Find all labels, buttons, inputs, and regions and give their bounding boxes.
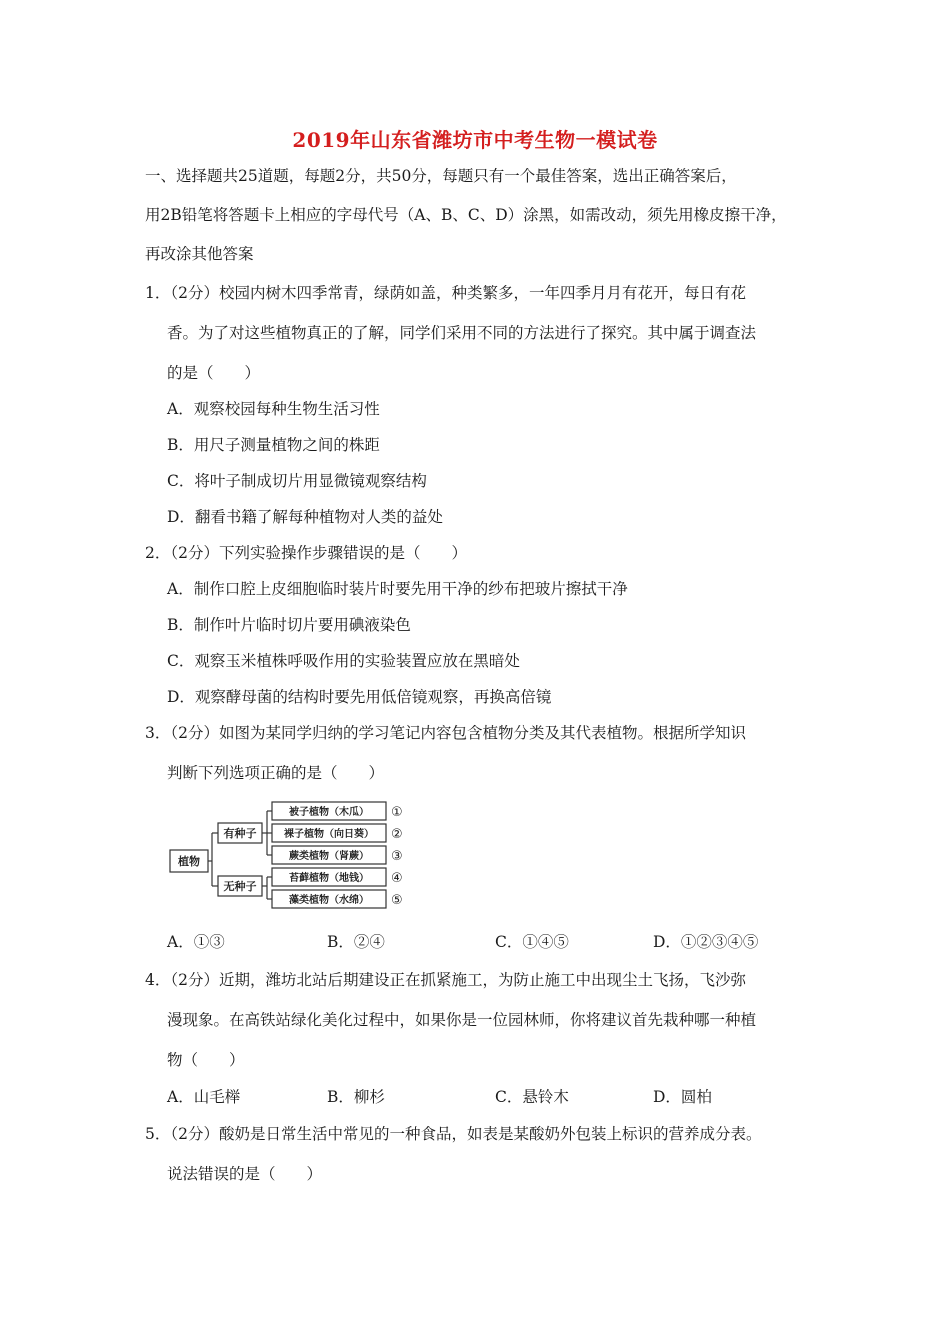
question-1-option-c: C．将叶子制成切片用显微镜观察结构 — [167, 472, 427, 490]
diagram-leaf-label: 被子植物（木瓜） — [289, 807, 369, 818]
question-5-text: 说法错误的是（ ） — [167, 1165, 323, 1183]
question-1-text: 香。为了对这些植物真正的了解，同学们采用不同的方法进行了探究。其中属于调查法 — [167, 324, 757, 342]
question-4-text: 物（ ） — [167, 1051, 245, 1069]
plant-classification-diagram — [166, 797, 416, 913]
question-1-text: 1．（2分）校园内树木四季常青，绿荫如盖，种类繁多，一年四季月月有花开，每日有花 — [145, 284, 746, 302]
instructions-line: 一、选择题共25道题，每题2分，共50分，每题只有一个最佳答案，选出正确答案后， — [145, 167, 737, 185]
question-5-text: 5．（2分）酸奶是日常生活中常见的一种食品，如表是某酸奶外包装上标识的营养成分表。 — [145, 1125, 762, 1143]
diagram-mark: ③ — [391, 849, 403, 864]
diagram-mark: ⑤ — [391, 893, 403, 908]
question-1-option-d: D．翻看书籍了解每种植物对人类的益处 — [167, 508, 443, 526]
question-2-text: 2．（2分）下列实验操作步骤错误的是（ ） — [145, 544, 467, 562]
diagram-mark: ② — [391, 827, 403, 842]
question-4-option-c: C．悬铃木 — [495, 1088, 569, 1106]
diagram-leaf-label: 裸子植物（向日葵） — [284, 829, 374, 840]
instructions-line: 用2B铅笔将答题卡上相应的字母代号（A、B、C、D）涂黑，如需改动，须先用橡皮擦干净， — [145, 206, 787, 224]
question-1-text: 的是（ ） — [167, 364, 261, 382]
question-4-option-b: B．柳杉 — [327, 1088, 385, 1106]
diagram-leaf-label: 藻类植物（水绵） — [289, 895, 369, 906]
question-3-text: 判断下列选项正确的是（ ） — [167, 764, 385, 782]
page-title: 2019年山东省潍坊市中考生物一模试卷 — [292, 128, 658, 152]
question-2-option-a: A．制作口腔上皮细胞临时装片时要先用干净的纱布把玻片擦拭干净 — [167, 580, 628, 598]
question-1-option-a: A．观察校园每种生物生活习性 — [167, 400, 380, 418]
question-3-option-c: C．①④⑤ — [495, 933, 569, 951]
question-3-text: 3．（2分）如图为某同学归纳的学习笔记内容包含植物分类及其代表植物。根据所学知识 — [145, 724, 746, 742]
question-3-option-a: A．①③ — [167, 933, 225, 951]
diagram-noseed-label: 无种子 — [223, 880, 257, 893]
diagram-mark: ④ — [391, 871, 403, 886]
diagram-leaf-label: 蕨类植物（肾蕨） — [289, 851, 369, 862]
question-2-option-c: C．观察玉米植株呼吸作用的实验装置应放在黑暗处 — [167, 652, 520, 670]
question-4-option-a: A．山毛榉 — [167, 1088, 241, 1106]
question-4-text: 漫现象。在高铁站绿化美化过程中，如果你是一位园林师，你将建议首先栽种哪一种植 — [167, 1011, 757, 1029]
question-3-option-b: B．②④ — [327, 933, 385, 951]
question-1-option-b: B．用尺子测量植物之间的株距 — [167, 436, 380, 454]
question-2-option-b: B．制作叶片临时切片要用碘液染色 — [167, 616, 411, 634]
diagram-leaf-label: 苔藓植物（地钱） — [289, 873, 369, 884]
question-3-option-d: D．①②③④⑤ — [653, 933, 759, 951]
question-2-option-d: D．观察酵母菌的结构时要先用低倍镜观察，再换高倍镜 — [167, 688, 552, 706]
question-4-text: 4．（2分）近期，潍坊北站后期建设正在抓紧施工，为防止施工中出现尘土飞扬，飞沙弥 — [145, 971, 746, 989]
instructions-line: 再改涂其他答案 — [145, 245, 254, 263]
question-4-option-d: D．圆柏 — [653, 1088, 712, 1106]
diagram-mark: ① — [391, 805, 403, 820]
diagram-seed-label: 有种子 — [223, 827, 257, 840]
diagram-root-label: 植物 — [178, 855, 200, 868]
